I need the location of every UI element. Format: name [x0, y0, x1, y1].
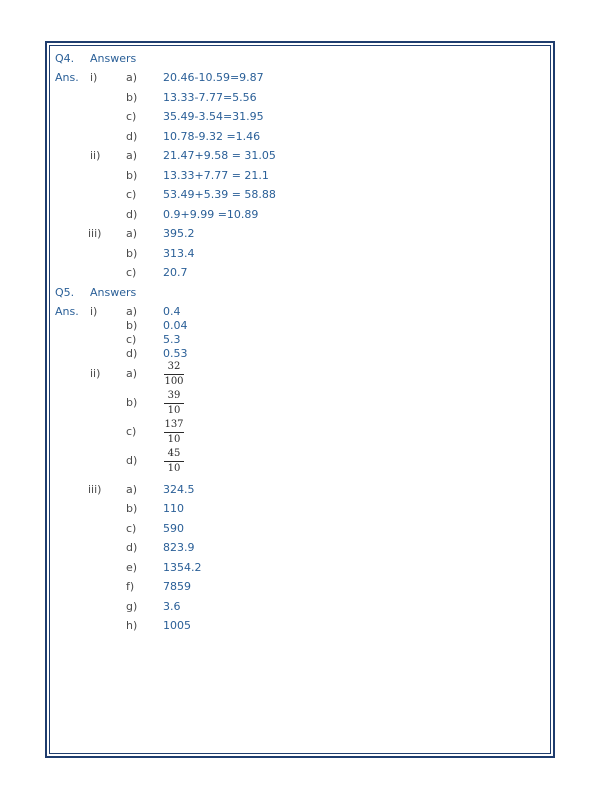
q4-ii-b-answer: 13.33+7.77 = 21.1 — [163, 169, 269, 182]
q4-ii-a-letter: a) — [126, 149, 138, 162]
q5-iii-e-answer: 1354.2 — [163, 561, 202, 574]
fraction-numerator: 45 — [164, 448, 184, 462]
q5-i-d-letter: d) — [126, 347, 138, 360]
q5-i-a-answer: 0.4 — [163, 305, 181, 318]
q4-i-a-answer: 20.46-10.59=9.87 — [163, 71, 264, 84]
q5-iii-g-letter: g) — [126, 600, 138, 613]
q4-iii-a-letter: a) — [126, 227, 138, 240]
q4-i-b-letter: b) — [126, 91, 138, 104]
q4-i-c-answer: 35.49-3.54=31.95 — [163, 110, 264, 123]
q5-iii-e-letter: e) — [126, 561, 138, 574]
q5-ans-label: Ans. — [55, 305, 79, 318]
q5-i-d-answer: 0.53 — [163, 347, 188, 360]
q4-iii-b-answer: 313.4 — [163, 247, 195, 260]
q5-iii-c-answer: 590 — [163, 522, 184, 535]
q4-ii-c-answer: 53.49+5.39 = 58.88 — [163, 188, 276, 201]
q4-i-c-letter: c) — [126, 110, 137, 123]
q5-iii-f-letter: f) — [126, 580, 135, 593]
q5-ii-c-fraction — [164, 419, 184, 446]
q4-i-d-letter: d) — [126, 130, 138, 143]
q5-ii-b-fraction — [164, 390, 184, 417]
fraction-numerator: 137 — [164, 419, 184, 433]
q5-i-c-answer: 5.3 — [163, 333, 181, 346]
fraction-numerator: 39 — [164, 390, 184, 404]
q5-ii-b-letter: b) — [126, 396, 138, 409]
q5-ii-d-letter: d) — [126, 454, 138, 467]
q4-iii-c-answer: 20.7 — [163, 266, 188, 279]
q4-i-d-answer: 10.78-9.32 =1.46 — [163, 130, 261, 143]
q5-ii-a-letter: a) — [126, 367, 138, 380]
q5-iii-c-letter: c) — [126, 522, 137, 535]
fraction-numerator: 32 — [164, 361, 184, 375]
q5-part-iii-label: iii) — [88, 483, 102, 496]
q5-iii-b-letter: b) — [126, 502, 138, 515]
q4-i-a-letter: a) — [126, 71, 138, 84]
q5-ii-a-fraction — [164, 361, 184, 388]
q5-part-ii-label: ii) — [90, 367, 101, 380]
q5-i-b-answer: 0.04 — [163, 319, 188, 332]
q4-ii-d-answer: 0.9+9.99 =10.89 — [163, 208, 259, 221]
q5-iii-a-letter: a) — [126, 483, 138, 496]
q4-iii-a-answer: 395.2 — [163, 227, 195, 240]
q5-label: Q5. — [55, 286, 75, 299]
q4-label: Q4. — [55, 52, 75, 65]
q5-ii-c-letter: c) — [126, 425, 137, 438]
q5-iii-a-answer: 324.5 — [163, 483, 195, 496]
q4-part-ii-label: ii) — [90, 149, 101, 162]
q5-i-b-letter: b) — [126, 319, 138, 332]
q5-iii-h-letter: h) — [126, 619, 138, 632]
fraction-denominator: 10 — [167, 405, 181, 416]
q4-i-b-answer: 13.33-7.77=5.56 — [163, 91, 257, 104]
q5-iii-b-answer: 110 — [163, 502, 184, 515]
q5-part-i-label: i) — [90, 305, 98, 318]
q4-iii-b-letter: b) — [126, 247, 138, 260]
q5-i-a-letter: a) — [126, 305, 138, 318]
q5-ii-d-fraction — [164, 448, 184, 475]
q5-iii-f-answer: 7859 — [163, 580, 191, 593]
fraction-denominator: 10 — [167, 463, 181, 474]
q4-iii-c-letter: c) — [126, 266, 137, 279]
fraction-denominator: 10 — [167, 434, 181, 445]
q4-part-i-label: i) — [90, 71, 98, 84]
q5-iii-d-answer: 823.9 — [163, 541, 195, 554]
q4-ii-d-letter: d) — [126, 208, 138, 221]
q5-iii-d-letter: d) — [126, 541, 138, 554]
q4-ii-b-letter: b) — [126, 169, 138, 182]
q4-part-iii-label: iii) — [88, 227, 102, 240]
page-border-inner — [49, 45, 551, 754]
q4-heading: Answers — [90, 52, 137, 65]
q4-ii-a-answer: 21.47+9.58 = 31.05 — [163, 149, 276, 162]
q4-ans-label: Ans. — [55, 71, 79, 84]
fraction-denominator: 100 — [164, 376, 184, 387]
q5-iii-g-answer: 3.6 — [163, 600, 181, 613]
q5-iii-h-answer: 1005 — [163, 619, 191, 632]
q4-ii-c-letter: c) — [126, 188, 137, 201]
q5-i-c-letter: c) — [126, 333, 137, 346]
q5-heading: Answers — [90, 286, 137, 299]
